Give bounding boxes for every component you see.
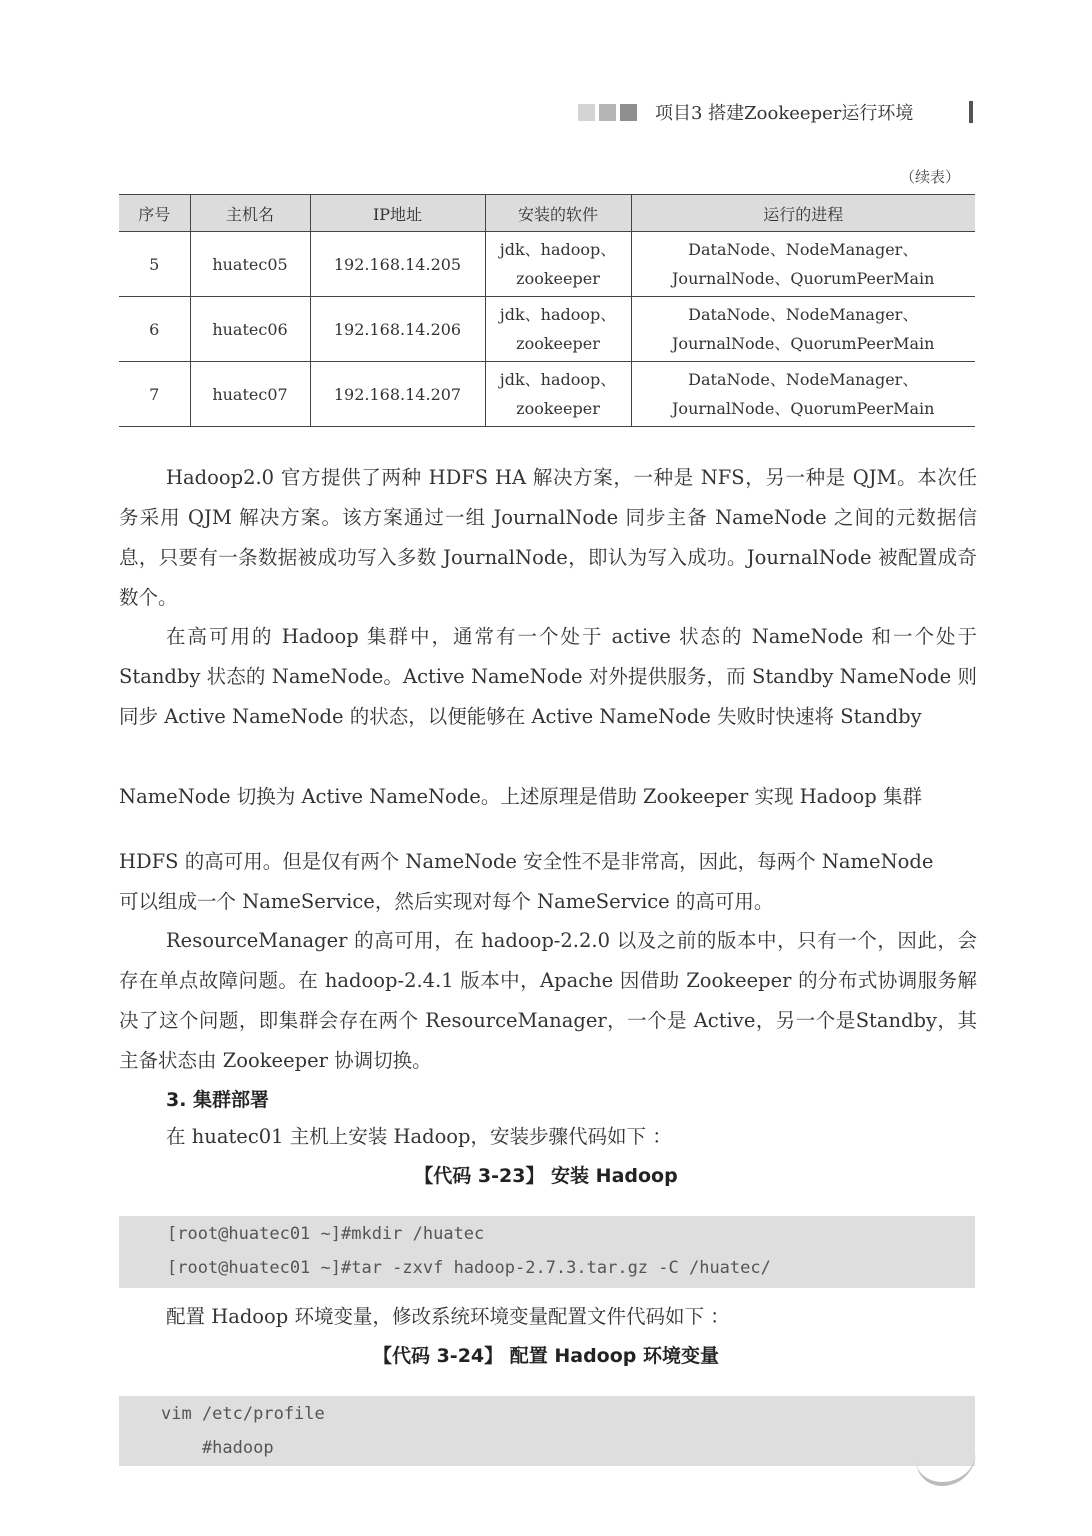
paragraph-text: Hadoop2.0 官方提供了两种 HDFS HA 解决方案，一种是 NFS，另一种是 QJM。本次任务采用 QJM 解决方案。该方案通过一组 JournalNode 同步主备 NameNode 之间的元数据信息，只要有一条数据被成功写入多数 JournalNode，即认为写入成功。JournalNode 被配置成奇数个。 — [119, 466, 977, 609]
code-line: #hadoop — [161, 1438, 274, 1458]
process-line-2: JournalNode、QuorumPeerMain — [672, 269, 935, 288]
cell-process — [631, 232, 975, 297]
paragraph-ha-cluster — [119, 617, 977, 737]
paragraph-line: 可以组成一个 NameService，然后实现对每个 NameService 的高可用。 — [119, 890, 774, 913]
code-caption-3-23: 【代码 3-23】 安装 Hadoop — [414, 1165, 678, 1187]
paragraph-line: NameNode 切换为 Active NameNode。上述原理是借助 Zookeeper 实现 Hadoop 集群 — [119, 785, 922, 808]
cell-process — [631, 297, 975, 362]
code-line: vim /etc/profile — [161, 1404, 325, 1424]
cell-ip: 192.168.14.207 — [310, 362, 485, 427]
cell-no: 5 — [119, 232, 190, 297]
cell-no: 6 — [119, 297, 190, 362]
cell-ip: 192.168.14.205 — [310, 232, 485, 297]
section-heading: 3. 集群部署 — [166, 1089, 270, 1111]
paragraph-text: 在高可用的 Hadoop 集群中，通常有一个处于 active 状态的 NameNode 和一个处于Standby 状态的 NameNode。Active NameNode 对外提供服务，而 Standby NameNode 则同步 Active NameNode 的状态，以便能够在 Active NameNode 失败时快速将 Standby — [119, 625, 977, 728]
column-header-process: 运行的进程 — [631, 195, 975, 232]
host-table — [119, 194, 975, 427]
paragraph-line: HDFS 的高可用。但是仅有两个 NameNode 安全性不是非常高，因此，每两个 NameNode — [119, 850, 934, 873]
paragraph-qjm — [119, 458, 977, 618]
table-row — [119, 232, 975, 297]
column-header-ip: IP地址 — [310, 195, 485, 232]
running-header — [578, 96, 913, 128]
software-line-1: jdk、hadoop、 — [499, 305, 617, 324]
process-line-1: DataNode、NodeManager、 — [688, 370, 919, 389]
process-line-2: JournalNode、QuorumPeerMain — [672, 399, 935, 418]
process-line-1: DataNode、NodeManager、 — [688, 240, 919, 259]
software-line-1: jdk、hadoop、 — [499, 240, 617, 259]
cell-software — [485, 232, 631, 297]
column-header-host: 主机名 — [190, 195, 310, 232]
section-intro: 在 huatec01 主机上安装 Hadoop，安装步骤代码如下 ： — [166, 1125, 672, 1148]
header-square-light-icon — [578, 104, 595, 121]
column-header-no: 序号 — [119, 195, 190, 232]
code-caption-3-24: 【代码 3-24】 配置 Hadoop 环境变量 — [372, 1345, 720, 1367]
software-line-1: jdk、hadoop、 — [499, 370, 617, 389]
page-curl-icon — [916, 1450, 976, 1486]
code-block-install — [119, 1216, 975, 1288]
table-continued-label: （续表） — [899, 168, 960, 186]
paragraph-text: ResourceManager 的高可用，在 hadoop-2.2.0 以及之前的版本中，只有一个，因此，会存在单点故障问题。在 hadoop-2.4.1 版本中，Apache 因借助 Zookeeper 的分布式协调服务解决了这个问题，即集群会存在两个 ResourceManager，一个是 Active，另一个是Standby，其主备状态由 Zookeeper 协调切换。 — [119, 929, 977, 1072]
process-line-2: JournalNode、QuorumPeerMain — [672, 334, 935, 353]
header-square-mid-icon — [599, 104, 616, 121]
header-title: 项目3 搭建Zookeeper运行环境 — [655, 103, 914, 124]
software-line-2: zookeeper — [516, 334, 600, 353]
cell-software — [485, 362, 631, 427]
paragraph-resourcemanager — [119, 921, 977, 1081]
cell-process — [631, 362, 975, 427]
process-line-1: DataNode、NodeManager、 — [688, 305, 919, 324]
section-intro-env: 配置 Hadoop 环境变量，修改系统环境变量配置文件代码如下 ： — [166, 1305, 730, 1328]
cell-no: 7 — [119, 362, 190, 427]
cell-host: huatec06 — [190, 297, 310, 362]
code-line: [root@huatec01 ~]#tar -zxvf hadoop-2.7.3.tar.gz -C /huatec/ — [167, 1258, 771, 1278]
table-row — [119, 297, 975, 362]
header-bar-icon — [969, 101, 973, 123]
cell-host: huatec07 — [190, 362, 310, 427]
software-line-2: zookeeper — [516, 269, 600, 288]
code-block-env — [119, 1396, 975, 1466]
cell-software — [485, 297, 631, 362]
paragraph-ha-cluster-continued — [119, 777, 977, 817]
table-row — [119, 362, 975, 427]
table-header-row — [119, 195, 975, 232]
paragraph-ha-cluster-end — [119, 842, 977, 922]
software-line-2: zookeeper — [516, 399, 600, 418]
code-line: [root@huatec01 ~]#mkdir /huatec — [167, 1224, 485, 1244]
column-header-software: 安装的软件 — [485, 195, 631, 232]
cell-host: huatec05 — [190, 232, 310, 297]
header-square-dark-icon — [620, 104, 637, 121]
cell-ip: 192.168.14.206 — [310, 297, 485, 362]
